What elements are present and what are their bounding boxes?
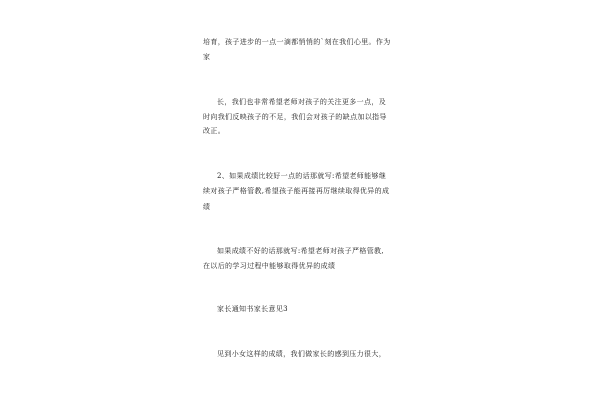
paragraph-line: 培育，孩子进步的一点一滴都悄悄的`刻在我们心里。作为 (203, 38, 391, 46)
paragraph-line: 绩 (203, 203, 211, 211)
paragraph-line: 家 (203, 53, 211, 61)
paragraph-line: 长，我们也非常希望老师对孩子的关注更多一点，及 (217, 98, 387, 106)
paragraph-line: 改正。 (203, 127, 226, 135)
section-heading: 家长通知书家长意见3 (217, 305, 288, 313)
paragraph-line: 如果成绩不好的话那就写:希望老师对孩子严格管教, (217, 247, 384, 255)
paragraph-line: 2、如果成绩比较好一点的话那就写:希望老师能够继 (217, 172, 387, 180)
paragraph-line: 时向我们反映孩子的不足，我们会对孩子的缺点加以指导 (203, 113, 387, 121)
paragraph-line: 在以后的学习过程中能够取得优异的成绩 (203, 262, 336, 270)
paragraph-line: 续对孩子严格管教,希望孩子能再接再厉继续取得优异的成 (203, 187, 390, 195)
paragraph-line: 见到小女这样的成绩，我们做家长的感到压力很大， (217, 350, 387, 358)
